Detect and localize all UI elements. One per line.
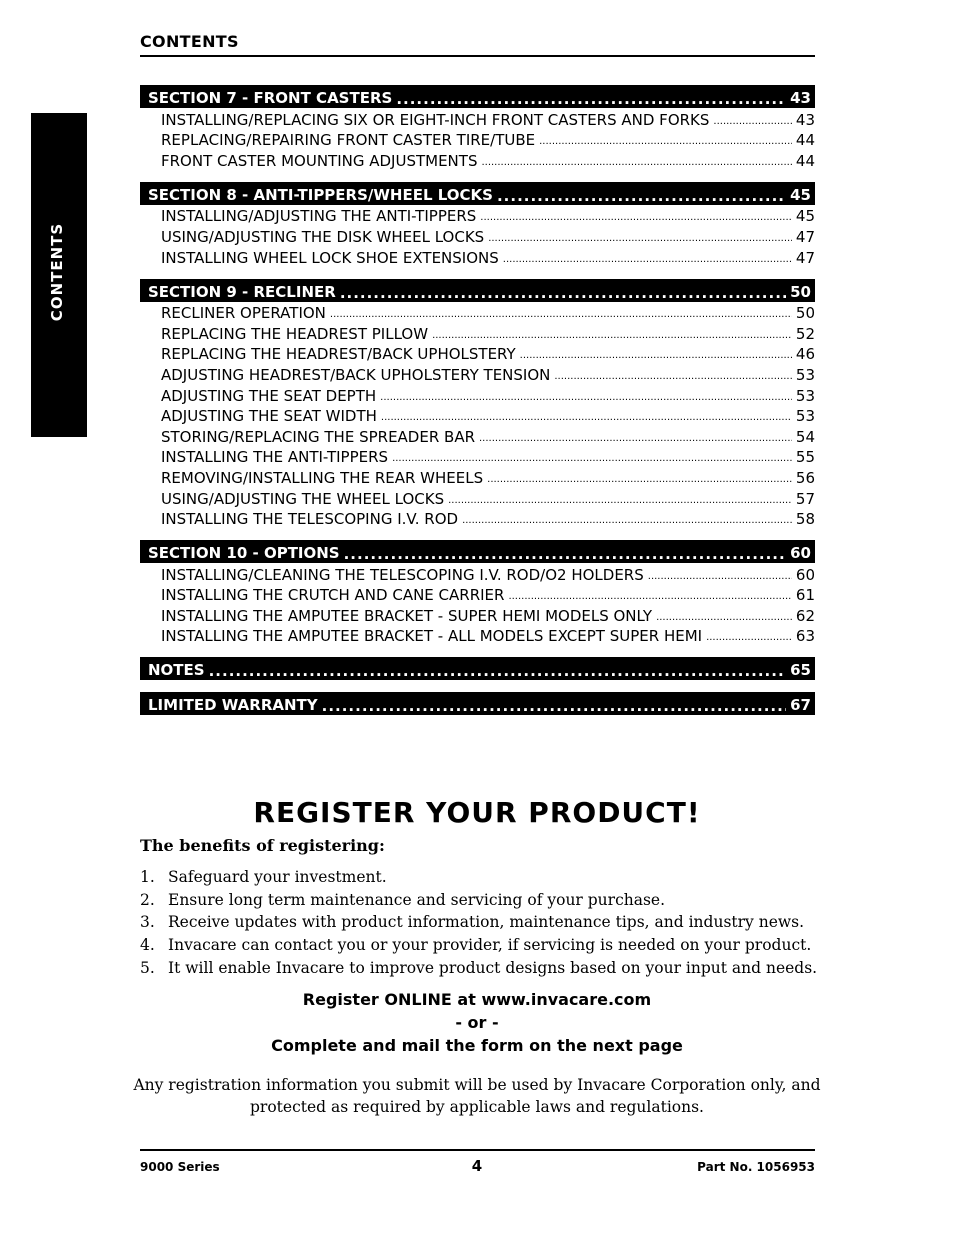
toc-section-title: SECTION 10 - OPTIONS [148,544,340,563]
toc-section-page: 60 [790,544,811,563]
benefit-number: 1. [140,868,155,887]
dot-leader [209,662,787,680]
toc-entry-page: 50 [795,304,815,323]
toc-entry-page: 54 [795,427,815,446]
dot-leader [432,330,792,343]
footer-page-number: 4 [471,1157,483,1175]
toc-entry-page: 63 [795,627,815,646]
toc-entry-page: 45 [795,207,815,226]
benefit-text: Safeguard your investment. [168,868,387,887]
benefits-list [140,866,820,979]
toc-section-title: SECTION 9 - RECLINER [148,282,336,301]
dot-leader [508,591,791,604]
dot-leader [520,350,792,363]
toc-entry-title: INSTALLING THE TELESCOPING I.V. ROD [161,510,459,529]
dot-leader [479,433,792,446]
toc-entry-title: INSTALLING/REPLACING SIX OR EIGHT-INCH FRONT CASTERS AND FORKS [161,110,710,129]
dot-leader [481,157,791,170]
toc-section [140,279,815,529]
toc-entry-title: REPLACING/REPAIRING FRONT CASTER TIRE/TUBE [161,131,536,150]
toc-section-page: 50 [790,282,811,301]
dot-leader [706,632,792,645]
toc-entry-title: INSTALLING THE CRUTCH AND CANE CARRIER [161,586,505,605]
toc-entry-page: 62 [795,606,815,625]
toc-entry-title: INSTALLING/CLEANING THE TELESCOPING I.V. ROD/O2 HOLDERS [161,565,644,584]
benefit-number: 4. [140,936,155,955]
toc-entry-page: 52 [795,324,815,343]
benefit-number: 5. [140,958,155,977]
dot-leader [488,233,792,246]
toc-section [140,540,815,645]
page-header-title: CONTENTS [140,32,239,51]
toc-entry-title: INSTALLING THE ANTI-TIPPERS [161,448,389,467]
toc-entry[interactable] [140,584,815,605]
dot-leader [392,453,792,466]
benefits-heading: The benefits of registering: [140,836,385,855]
toc-entry-title: INSTALLING WHEEL LOCK SHOE EXTENSIONS [161,248,499,267]
benefit-text: It will enable Invacare to improve product designs based on your input and needs. [168,958,818,977]
toc-section-title: SECTION 7 - FRONT CASTERS [148,89,393,107]
toc-entry-title: USING/ADJUSTING THE WHEEL LOCKS [161,489,445,508]
toc-section-title: LIMITED WARRANTY [148,696,318,715]
benefit-text: Receive updates with product information, maintenance tips, and industry news. [168,913,805,932]
dot-leader [497,187,786,205]
toc-entry-title: STORING/REPLACING THE SPREADER BAR [161,427,475,446]
dot-leader [322,697,786,715]
footer-divider [140,1149,815,1151]
benefit-number: 3. [140,913,155,932]
toc-section-page: 65 [790,661,811,680]
table-of-contents [140,85,815,727]
dot-leader [503,254,792,267]
toc-entry-title: ADJUSTING HEADREST/BACK UPHOLSTERY TENSION [161,365,551,384]
toc-entry-page: 53 [795,407,815,426]
dot-leader [380,392,792,405]
dot-leader [340,284,786,302]
side-tab-label: CONTENTS [48,222,66,322]
toc-entry-title: FRONT CASTER MOUNTING ADJUSTMENTS [161,151,478,170]
toc-section [140,657,815,680]
toc-entry-title: INSTALLING THE AMPUTEE BRACKET - SUPER HEMI MODELS ONLY [161,606,653,625]
toc-entry-title: INSTALLING/ADJUSTING THE ANTI-TIPPERS [161,207,477,226]
dot-leader [648,571,792,584]
toc-entry[interactable] [140,322,815,343]
toc-entry-page: 61 [795,586,815,605]
toc-entry[interactable] [140,625,815,646]
toc-entry[interactable] [140,405,815,426]
toc-section-heading[interactable] [140,540,815,563]
toc-entry-title: REMOVING/INSTALLING THE REAR WHEELS [161,468,484,487]
toc-entry[interactable] [140,446,815,467]
privacy-notice: Any registration information you submit will be used by Invacare Corporation only, and protected as required by applicable laws and regulations. [133,1076,821,1116]
toc-entry[interactable] [140,487,815,508]
dot-leader [344,545,787,563]
toc-entry-title: INSTALLING THE AMPUTEE BRACKET - ALL MODELS EXCEPT SUPER HEMI [161,627,703,646]
toc-entry-page: 56 [795,468,815,487]
dot-leader [448,495,792,508]
toc-entry[interactable] [140,363,815,384]
toc-entry-title: ADJUSTING THE SEAT DEPTH [161,386,377,405]
register-title: REGISTER YOUR PRODUCT! [253,796,701,829]
toc-section-page: 67 [790,696,811,715]
toc-entry-page: 44 [795,131,815,150]
dot-leader [462,515,792,528]
footer-part-number: Part No. 1056953 [697,1160,815,1174]
toc-section [140,85,815,170]
benefit-item [140,911,820,934]
toc-section-title: NOTES [148,661,205,680]
toc-entry[interactable] [140,205,815,226]
toc-entry[interactable] [140,384,815,405]
toc-section [140,692,815,715]
register-online-line: Register ONLINE at www.invacare.com [302,990,652,1009]
toc-entry-page: 47 [795,227,815,246]
toc-entry[interactable] [140,604,815,625]
benefit-number: 2. [140,890,155,909]
toc-section-page: 45 [790,185,811,204]
toc-entry[interactable] [140,225,815,246]
toc-entry-page: 60 [795,565,815,584]
benefit-item [140,866,820,889]
dot-leader [554,371,792,384]
dot-leader [396,90,786,108]
toc-entry-page: 58 [795,510,815,529]
footer-series: 9000 Series [140,1160,220,1174]
toc-entry-page: 53 [795,386,815,405]
toc-entry-title: RECLINER OPERATION [161,304,326,323]
dot-leader [487,474,792,487]
toc-section-page: 43 [790,89,811,107]
benefit-text: Invacare can contact you or your provider, if servicing is needed on your product. [168,936,812,955]
dot-leader [656,612,792,625]
toc-section-heading[interactable] [140,692,815,715]
toc-entry-title: ADJUSTING THE SEAT WIDTH [161,407,377,426]
dot-leader [330,309,792,322]
toc-entry[interactable] [140,129,815,150]
benefit-item [140,934,820,957]
toc-entry[interactable] [140,466,815,487]
toc-entry-title: USING/ADJUSTING THE DISK WHEEL LOCKS [161,227,485,246]
toc-entry[interactable] [140,302,815,323]
toc-entry-page: 53 [795,365,815,384]
toc-section-heading[interactable] [140,85,815,108]
toc-entry[interactable] [140,343,815,364]
toc-entry-title: REPLACING THE HEADREST PILLOW [161,324,429,343]
toc-section-heading[interactable] [140,279,815,302]
dot-leader [480,212,792,225]
benefit-item [140,889,820,912]
toc-entry-page: 44 [795,151,815,170]
dot-leader [381,412,792,425]
toc-entry[interactable] [140,108,815,129]
toc-entry-title: REPLACING THE HEADREST/BACK UPHOLSTERY [161,345,516,364]
or-separator: - or - [455,1013,499,1032]
mail-form-line: Complete and mail the form on the next page [271,1036,683,1055]
toc-entry-page: 47 [795,248,815,267]
dot-leader [713,116,792,129]
toc-section-title: SECTION 8 - ANTI-TIPPERS/WHEEL LOCKS [148,185,493,204]
dot-leader [539,136,792,149]
toc-entry-page: 57 [795,489,815,508]
toc-entry[interactable] [140,508,815,529]
toc-section-heading[interactable] [140,182,815,205]
toc-entry-page: 55 [795,448,815,467]
toc-section-heading[interactable] [140,657,815,680]
toc-entry[interactable] [140,425,815,446]
benefit-item [140,956,820,979]
toc-entry-page: 43 [795,110,815,129]
toc-entry[interactable] [140,563,815,584]
toc-entry-page: 46 [795,345,815,364]
header-divider [140,55,815,57]
benefit-text: Ensure long term maintenance and servicing of your purchase. [168,890,666,909]
toc-entry[interactable] [140,246,815,267]
toc-entry[interactable] [140,149,815,170]
toc-section [140,182,815,267]
